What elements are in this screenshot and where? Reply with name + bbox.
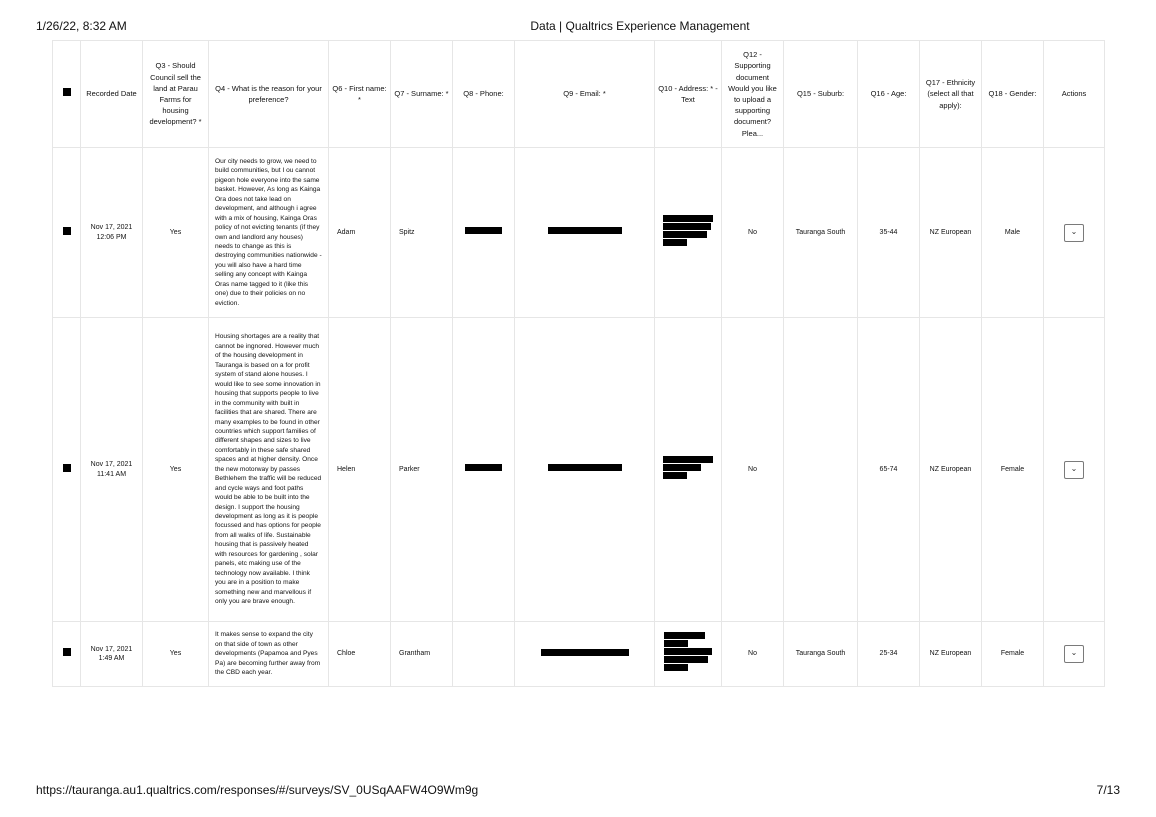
responses-table <box>52 40 1105 687</box>
col-q17[interactable]: Q17 - Ethnicity (select all that apply): <box>920 41 982 148</box>
redaction-bar <box>664 632 705 639</box>
redaction-bar <box>664 656 708 663</box>
col-q8[interactable]: Q8 - Phone: <box>453 41 515 148</box>
page-title: Data | Qualtrics Experience Management <box>530 19 750 33</box>
address-cell <box>655 622 722 687</box>
row-select-cell[interactable] <box>53 318 81 622</box>
checkbox-icon[interactable] <box>63 464 71 472</box>
first-name-cell: Helen <box>329 318 391 622</box>
select-all-cell[interactable] <box>53 41 81 148</box>
address-cell <box>655 148 722 318</box>
chevron-down-icon: ⌄ <box>1070 648 1078 657</box>
row-actions-dropdown[interactable] <box>1064 224 1084 242</box>
checkbox-icon[interactable] <box>63 88 71 96</box>
ethnicity-cell: NZ European <box>920 318 982 622</box>
email-cell <box>515 318 655 622</box>
redaction-bar <box>465 464 502 471</box>
table-row <box>53 148 1105 318</box>
age-cell: 35-44 <box>858 148 920 318</box>
gender-cell: Female <box>982 622 1044 687</box>
recorded-date: Nov 17, 2021 <box>90 461 133 468</box>
redaction-bar <box>664 664 688 671</box>
col-q15[interactable]: Q15 - Suburb: <box>784 41 858 148</box>
gender-cell: Male <box>982 148 1044 318</box>
q12-cell: No <box>722 318 784 622</box>
q3-cell: Yes <box>143 622 209 687</box>
col-q3[interactable]: Q3 - Should Council sell the land at Parau Farms for housing development? * <box>143 41 209 148</box>
age-cell: 25-34 <box>858 622 920 687</box>
col-q9[interactable]: Q9 - Email: * <box>515 41 655 148</box>
reason-cell: It makes sense to expand the city on that side of town as other developments (Papamoa and Pyes Pa) are becoming further away from the CBD each year. <box>209 622 329 687</box>
recorded-time: 12:06 PM <box>96 233 127 241</box>
phone-cell <box>453 148 515 318</box>
age-cell: 65-74 <box>858 318 920 622</box>
checkbox-icon[interactable] <box>63 227 71 235</box>
redaction-bar <box>663 215 713 222</box>
col-q10[interactable]: Q10 - Address: * - Text <box>655 41 722 148</box>
recorded-date: Nov 17, 2021 <box>90 224 133 231</box>
redaction-bar <box>548 464 622 471</box>
recorded-time: 1:49 AM <box>98 655 125 662</box>
phone-cell <box>453 318 515 622</box>
suburb-cell <box>784 318 858 622</box>
recorded-time: 11:41 AM <box>96 470 127 478</box>
redaction-bar <box>664 640 688 647</box>
col-q6[interactable]: Q6 - First name: * <box>329 41 391 148</box>
redaction-bar <box>663 464 701 471</box>
checkbox-icon[interactable] <box>63 648 71 656</box>
chevron-down-icon: ⌄ <box>1070 226 1078 236</box>
email-cell <box>515 148 655 318</box>
actions-cell <box>1044 318 1105 622</box>
row-select-cell[interactable] <box>53 148 81 318</box>
address-redaction <box>664 632 712 672</box>
redaction-bar <box>548 227 622 234</box>
redaction-bar <box>663 239 687 246</box>
q3-cell: Yes <box>143 148 209 318</box>
address-redaction <box>663 215 713 247</box>
redaction-bar <box>664 648 712 655</box>
q12-cell: No <box>722 622 784 687</box>
first-name-cell: Adam <box>329 148 391 318</box>
suburb-cell: Tauranga South <box>784 148 858 318</box>
chevron-down-icon: ⌄ <box>1070 463 1078 473</box>
page-url: https://tauranga.au1.qualtrics.com/responses/#/surveys/SV_0USqAAFW4O9Wm9g <box>36 783 479 797</box>
row-select-cell[interactable] <box>53 622 81 687</box>
redaction-bar <box>541 649 629 656</box>
table-row <box>53 622 1105 687</box>
recorded-date-cell <box>81 318 143 622</box>
col-q12[interactable]: Q12 - Supporting document Would you like to upload a supporting document? Plea... <box>722 41 784 148</box>
col-actions: Actions <box>1044 41 1105 148</box>
redaction-bar <box>663 223 711 230</box>
actions-cell <box>1044 148 1105 318</box>
col-q18[interactable]: Q18 - Gender: <box>982 41 1044 148</box>
surname-cell: Grantham <box>391 622 453 687</box>
gender-cell: Female <box>982 318 1044 622</box>
col-recorded-date[interactable]: Recorded Date <box>81 41 143 148</box>
col-q4[interactable]: Q4 - What is the reason for your preference? <box>209 41 329 148</box>
email-cell <box>515 622 655 687</box>
address-redaction <box>663 456 713 480</box>
redaction-bar <box>663 472 687 479</box>
reason-cell: Housing shortages are a reality that cannot be ingnored. However much of the housing development in Tauranga is based on a for profit system of stand alone houses. I would like to see some innovation in housing that supports people to live in the community with built in facilities that are shared. There are many examples to be found in other countries which support families of different shapes and sizes to live comfortably in these safe shared spaces and at higher density. Once the new motorway by passes Bethlehem the traffic will be reduced and cycle ways and foot paths would be able to be built into the design. I support the housing development as long as it is people focussed and has options for people from all walks of life. Sustainable housing that is passively heated with resources for gardening , solar panels, etc making use of the technology now available. I think you are in a position to make something new and marvellous if only you are brave enough. <box>209 318 329 622</box>
ethnicity-cell: NZ European <box>920 622 982 687</box>
redaction-bar <box>663 231 707 238</box>
actions-cell <box>1044 622 1105 687</box>
q12-cell: No <box>722 148 784 318</box>
redaction-bar <box>465 227 502 234</box>
recorded-date: Nov 17, 2021 <box>90 645 133 653</box>
suburb-cell: Tauranga South <box>784 622 858 687</box>
address-cell <box>655 318 722 622</box>
col-q7[interactable]: Q7 - Surname: * <box>391 41 453 148</box>
phone-cell <box>453 622 515 687</box>
table-row <box>53 318 1105 622</box>
redaction-bar <box>663 456 713 463</box>
surname-cell: Spitz <box>391 148 453 318</box>
reason-cell: Our city needs to grow, we need to build communities, but I ou cannot pigeon hole everyone into the same basket. However, As long as Kainga Ora does not take lead on development, and although i agree with a mix of housing, Kainga Oras policy of not evicting tenants (if they own and landlord any houses) needs to change as this is destroying communities nationwide - you will also have a hard time selling any concept with Kainga Oras name tagged to it (like this one) due to their policies on no eviction. <box>209 148 329 318</box>
surname-cell: Parker <box>391 318 453 622</box>
print-date: 1/26/22, 8:32 AM <box>36 19 127 33</box>
page-number: 7/13 <box>1096 783 1120 797</box>
ethnicity-cell: NZ European <box>920 148 982 318</box>
row-actions-dropdown[interactable] <box>1064 645 1084 663</box>
col-q16[interactable]: Q16 - Age: <box>858 41 920 148</box>
recorded-date-cell <box>81 622 143 687</box>
recorded-date-cell <box>81 148 143 318</box>
first-name-cell: Chloe <box>329 622 391 687</box>
q3-cell: Yes <box>143 318 209 622</box>
table-header-row <box>53 41 1105 148</box>
row-actions-dropdown[interactable] <box>1064 461 1084 479</box>
